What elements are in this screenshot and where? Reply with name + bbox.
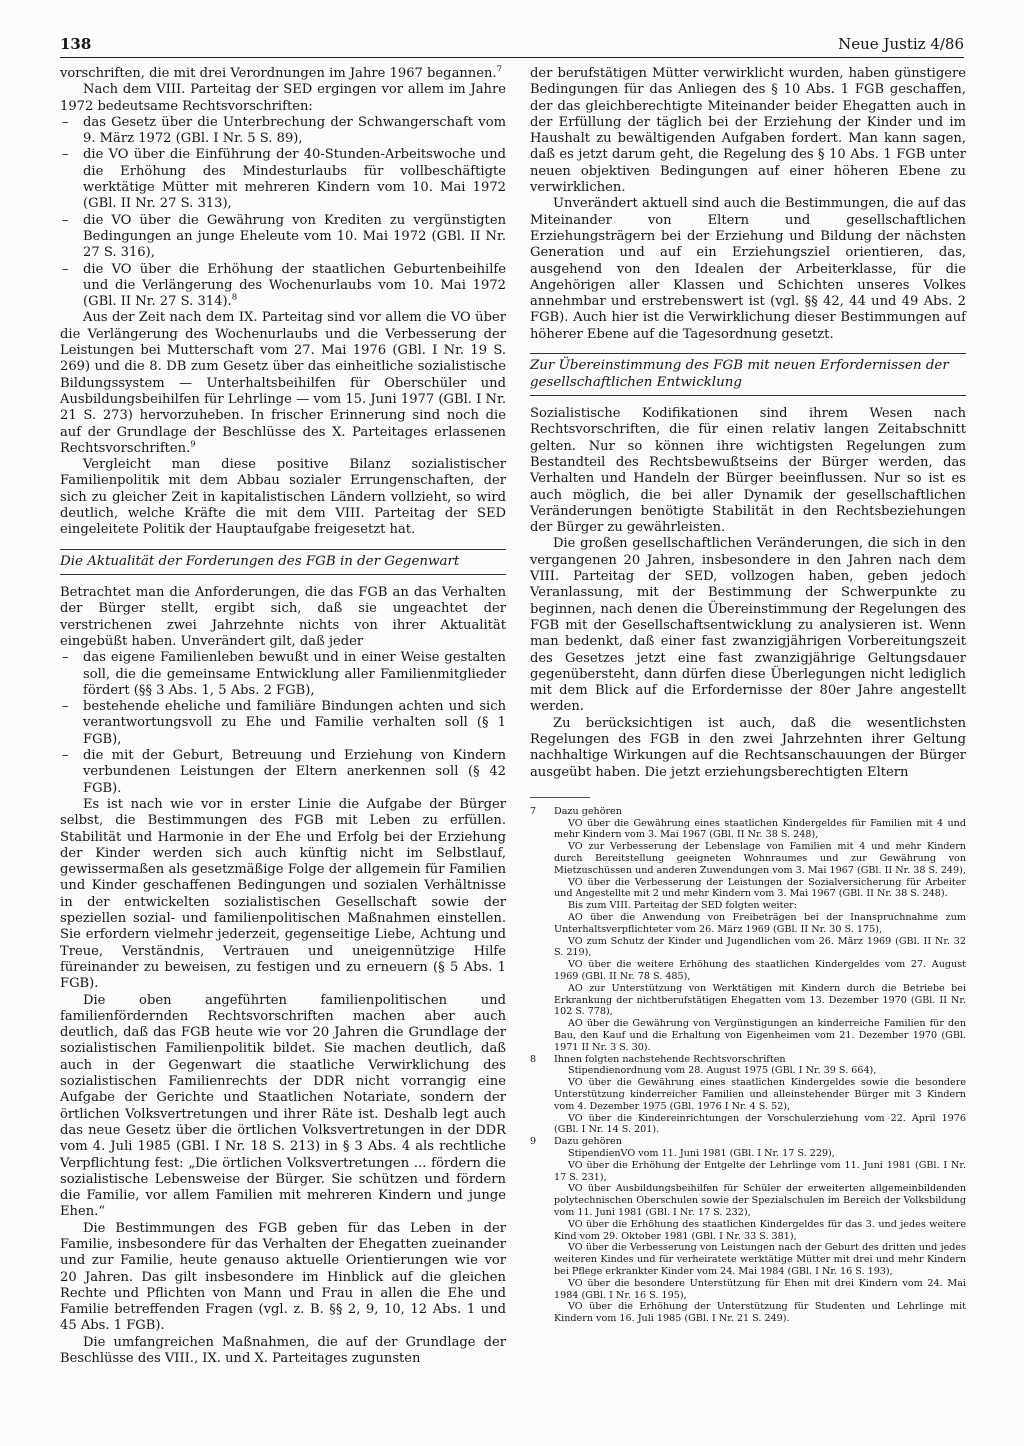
page-number: 138 bbox=[60, 35, 92, 53]
footnote-9 bbox=[530, 1136, 966, 1325]
left-column bbox=[60, 66, 506, 1367]
footnote-divider bbox=[530, 797, 590, 798]
footnote-line: VO über Ausbildungsbeihilfen für Schüler der erweiterten allgemeinbildenden polytechnischen Oberschulen sowie der Spezialschulen im Bereich der Volksbildung vom 11. Juni 1981 (GBl. I Nr. 17 S. 232), bbox=[554, 1183, 966, 1218]
footnote-line: VO über die Erhöhung der Unterstützung für Studenten und Lehrlinge mit Kindern vom 16. Juli 1985 (GBl. I Nr. 21 S. 249). bbox=[554, 1301, 966, 1325]
footnote-line: VO über die Verbesserung der Leistungen der Sozialversicherung für Arbeiter und Angestellte mit 2 und mehr Kindern vom 3. Mai 1967 (GBl. II Nr. 38 S. 248). bbox=[554, 876, 966, 900]
paragraph: Unverändert aktuell sind auch die Bestimmungen, die auf das Miteinander von Eltern und gesellschaftlichen Erziehungsträgern bei der Erziehung und Bildung der nächsten Generation und auf ein Erziehungsziel orientieren, das, ausgehend von den Idealen der Arbeiterklasse, für die Angehörigen aller Klassen und Schichten unseres Volkes annehmbar und erstrebenswert ist (vgl. §§ 42, 44 und 49 Abs. 2 FGB). Auch hier ist die Verwirklichung dieser Bestimmungen auf höherer Ebene auf die Tagesordnung gesetzt. bbox=[530, 196, 966, 342]
footnote-line: Dazu gehören bbox=[554, 1136, 622, 1148]
footnote-line: Ihnen folgten nachstehende Rechtsvorschriften bbox=[554, 1053, 786, 1065]
list-item: – das eigene Familienleben bewußt und in einer Weise gestalten soll, die die gemeinsame Entwicklung aller Familienmitglieder fördert (§§ 3 Abs. 1, 5 Abs. 2 FGB), bbox=[60, 650, 506, 699]
footnote-8 bbox=[530, 1054, 966, 1137]
footnotes bbox=[530, 806, 966, 1325]
section-heading: Zur Übereinstimmung des FGB mit neuen Erfordernissen der gesellschaftlichen Entwicklung bbox=[530, 353, 966, 396]
paragraph-text: vorschriften, die mit drei Verordnungen im Jahre 1967 begannen. bbox=[60, 66, 497, 81]
footnote-7 bbox=[530, 806, 966, 1054]
list-item: – die VO über die Gewährung von Krediten zu vergünstigten Bedingungen an junge Eheleute vom 10. Mai 1972 (GBl. II Nr. 27 S. 316), bbox=[60, 213, 506, 262]
footnote-line: VO über die Gewährung eines staatlichen Kindergeldes sowie die besondere Unterstützung kinderreicher Familien und alleinstehender Bürger mit 3 Kindern vom 4. Dezember 1975 (GBl. 1976 I Nr. 4 S. 52), bbox=[554, 1077, 966, 1112]
footnote-ref: 9 bbox=[190, 439, 196, 450]
paragraph: Vergleicht man diese positive Bilanz sozialistischer Familienpolitik mit dem Abbau sozialer Errungenschaften, der sich zu gleicher Zeit in kapitalistischen Ländern vollzieht, so wird deutlich, welche Kräfte die mit dem VIII. Parteitag der SED eingeleitete Politik der Hauptaufgabe freigesetzt hat. bbox=[60, 457, 506, 538]
footnote-line: VO über die Erhöhung des staatlichen Kindergeldes für das 3. und jedes weitere Kind vom 29. Oktober 1981 (GBl. I Nr. 33 S. 381), bbox=[554, 1218, 966, 1242]
footnote-line: VO zur Verbesserung der Lebenslage von Familien mit 4 und mehr Kindern durch Bereitstellung geeigneten Wohnraumes und zur Gewährung von Mietzuschüssen und anderen Zuwendungen vom 3. Mai 1967 (GBl. II Nr. 38 S. 249), bbox=[554, 841, 966, 876]
obligations-list bbox=[60, 650, 506, 797]
section-heading: Die Aktualität der Forderungen des FGB in der Gegenwart bbox=[60, 549, 506, 576]
paragraph: Die umfangreichen Maßnahmen, die auf der Grundlage der Beschlüsse des VIII., IX. und X. Parteitages zugunsten bbox=[60, 1334, 506, 1367]
footnote-number: 8 bbox=[530, 1053, 537, 1065]
footnote-ref: 8 bbox=[231, 292, 238, 303]
footnote-line: VO über die weitere Erhöhung des staatlichen Kindergeldes vom 27. August 1969 (GBl. II Nr. 78 S. 485), bbox=[554, 959, 966, 983]
paragraph: Die Bestimmungen des FGB geben für das Leben in der Familie, insbesondere für das Verhalten der Ehegatten zueinander und zur Familie, heute genauso aktuelle Orientierungen wie vor 20 Jahren. Das gilt insbesondere im Hinblick auf die gleichen Rechte und Pflichten von Mann und Frau in allen die Ehe und Familie betreffenden Fragen (vgl. z. B. §§ 2, 9, 10, 12 Abs. 1 und 45 Abs. 1 FGB). bbox=[60, 1220, 506, 1334]
footnote-line: Stipendienordnung vom 28. August 1975 (GBl. I Nr. 39 S. 664), bbox=[568, 1065, 877, 1077]
footnote-line: StipendienVO vom 11. Juni 1981 (GBl. I Nr. 17 S. 229), bbox=[568, 1147, 835, 1159]
footnote-line: VO über die Kindereinrichtungen der Vorschulerziehung vom 22. April 1976 (GBl. I Nr. 14 S. 201). bbox=[554, 1112, 966, 1136]
list-item: – bestehende eheliche und familiäre Bindungen achten und sich verantwortungsvoll zu Ehe und Familie verhalten soll (§ 1 FGB), bbox=[60, 699, 506, 748]
footnote-ref: 7 bbox=[496, 64, 503, 75]
list-item-text: die VO über die Erhöhung der staatlichen Geburtenbeihilfe und die Verlängerung des Wochenurlaubs vom 10. Mai 1972 (GBl. II Nr. 27 S. 314). bbox=[83, 261, 506, 310]
footnote-number: 7 bbox=[530, 805, 537, 817]
page-header bbox=[60, 35, 964, 58]
paragraph-text: Aus der Zeit nach dem IX. Parteitag sind vor allem die VO über die Verlängerung des Wochenurlaubs und die Verbesserung der Leistungen bei Mutterschaft vom 27. Mai 1976 (GBl. I Nr. 19 S. 269) und die 8. DB zum Gesetz über das einheitliche sozialistische Bildungssystem — Unterhaltsbeihilfen für Oberschüler und Ausbildungsbeihilfen für Lehrlinge — vom 15. Juni 1977 (GBl. I Nr. 21 S. 273) hervorzuheben. In frischer Erinnerung sind noch die auf der Grundlage der Beschlüsse des X. Parteitages erlassenen Rechtsvorschriften. bbox=[60, 310, 506, 456]
paragraph: Es ist nach wie vor in erster Linie die Aufgabe der Bürger selbst, die Bestimmungen des FGB mit Leben zu erfüllen. Stabilität und Harmonie in der Ehe und Erfolg bei der Erziehung der Kinder werden sich auch künftig nicht im Selbstlauf, gewissermaßen als gesetzmäßige Folge der allgemein für Familien und Kinder geschaffenen Bedingungen und sozialen Verhältnisse in der entwickelten sozialistischen Gesellschaft sowie der speziellen sozial- und familienpolitischen Maßnahmen einstellen. Sie erfordern vielmehr jederzeit, gegenseitige Liebe, Achtung und Treue, Verständnis, Vertrauen und uneigennützige Hilfe füreinander zu beweisen, zu festigen und zu erneuern (§ 5 Abs. 1 FGB). bbox=[60, 796, 506, 992]
list-item: – das Gesetz über die Unterbrechung der Schwangerschaft vom 9. März 1972 (GBl. I Nr. 5 S. 89), bbox=[60, 115, 506, 148]
footnote-line: Dazu gehören bbox=[554, 805, 622, 817]
footnote-line: Bis zum VIII. Parteitag der SED folgten weiter: bbox=[568, 900, 797, 912]
journal-issue: Neue Justiz 4/86 bbox=[838, 35, 964, 53]
paragraph: Die großen gesellschaftlichen Veränderungen, die sich in den vergangenen 20 Jahren, insbesondere in den Jahren nach dem VIII. Parteitag der SED, vollzogen haben, geben jedoch Veranlassung, mit der Bestimmung der Schwerpunkte zu beginnen, nach denen die Übereinstimmung der Regelungen des FGB mit der Gesellschaftsentwicklung zu analysieren ist. Wenn man bedenkt, daß einer fast zwanzigjährigen Vorbereitungszeit des Gesetzes jetzt eine fast zwanzigjährige Geltungsdauer gegenübersteht, dann dürfen diese Überlegungen nicht lediglich mit dem Blick auf die Erfordernisse der 80er Jahre angestellt werden. bbox=[530, 536, 966, 715]
paragraph: Zu berücksichtigen ist auch, daß die wesentlichsten Regelungen des FGB in den zwei Jahrzehnten ihrer Geltung nachhaltige Wirkungen auf die Rechtsanschauungen der Bürger ausgeübt haben. Die jetzt erziehungsberechtigten Eltern bbox=[530, 715, 966, 780]
right-column bbox=[530, 66, 966, 1325]
footnote-line: AO zur Unterstützung von Werktätigen mit Kindern durch die Betriebe bei Erkrankung der nichtberufstätigen Ehegatten vom 13. Dezember 1970 (GBl. II Nr. 102 S. 778), bbox=[554, 982, 966, 1018]
paragraph: der berufstätigen Mütter verwirklicht wurden, haben günstigere Bedingungen für das Anliegen des § 10 Abs. 1 FGB geschaffen, der das gleichberechtigte Miteinander beider Ehegatten auch in der Erfüllung der täglich bei der Erziehung der Kinder und im Haushalt zu bewältigenden Aufgaben fordert. Man kann sagen, daß es jetzt darum geht, die Regelung des § 10 Abs. 1 FGB unter neuen objektiven Bedingungen auf einer höheren Ebene zu verwirklichen. bbox=[530, 66, 966, 196]
paragraph: Nach dem VIII. Parteitag der SED ergingen vor allem im Jahre 1972 bedeutsame Rechtsvorschriften: bbox=[60, 82, 506, 114]
list-item bbox=[60, 262, 506, 311]
footnote-line: AO über die Gewährung von Vergünstigungen an kinderreiche Familien für den Bau, den Kauf und die Erhaltung von Eigenheimen vom 21. Dezember 1970 (GBl. 1971 II Nr. 3 S. 30). bbox=[554, 1018, 966, 1053]
paragraph bbox=[60, 310, 506, 457]
paragraph bbox=[60, 66, 506, 82]
footnote-line: VO zum Schutz der Kinder und Jugendlichen vom 26. März 1969 (GBl. II Nr. 32 S. 219), bbox=[554, 935, 966, 959]
paragraph: Betrachtet man die Anforderungen, die das FGB an das Verhalten der Bürger stellt, ergibt sich, daß sie ungeachtet der verstrichenen zwei Jahrzehnte nichts von ihrer Aktualität eingebüßt haben. Unverändert gilt, daß jeder bbox=[60, 585, 506, 649]
legislation-list bbox=[60, 115, 506, 311]
footnote-line: VO über die besondere Unterstützung für Ehen mit drei Kindern vom 24. Mai 1984 (GBl. I Nr. 16 S. 195), bbox=[554, 1277, 966, 1301]
footnote-line: VO über die Verbesserung von Leistungen nach der Geburt des dritten und jedes weiteren Kindes und für verheiratete werktätige Mütter mit drei und mehr Kindern bei Pflege erkrankter Kinder vom 24. Mai 1984 (GBl. I Nr. 16 S. 193), bbox=[554, 1242, 966, 1277]
footnote-number: 9 bbox=[530, 1136, 537, 1148]
paragraph: Die oben angeführten familienpolitischen und familienfördernden Rechtsvorschriften machen aber auch deutlich, daß das FGB heute wie vor 20 Jahren die Grundlage der sozialistischen Familienpolitik bildet. Sie machen deutlich, daß auch in der Gegenwart die staatliche Verwirklichung des sozialistischen Familienrechts der DDR nicht vorrangig eine Aufgabe der Gerichte und Staatlichen Notariate, sondern der örtlichen Volksvertretungen und ihrer Räte ist. Deshalb legt auch das neue Gesetz über die örtlichen Volksvertretungen in der DDR vom 4. Juli 1985 (GBl. I Nr. 18 S. 213) in § 3 Abs. 4 als rechtliche Verpflichtung fest: „Die örtlichen Volksvertretungen ... fördern die sozialistische Lebensweise der Bürger. Sie schützen und fördern die Familie, vor allem Familien mit mehreren Kindern und junge Ehen.“ bbox=[60, 992, 506, 1220]
list-item: – die mit der Geburt, Betreuung und Erziehung von Kindern verbundenen Leistungen der Eltern anerkennen soll (§ 42 FGB). bbox=[60, 748, 506, 797]
list-item: – die VO über die Einführung der 40-Stunden-Arbeitswoche und die Erhöhung des Mindesturlaubs für vollbeschäftigte werktätige Mütter mit mehreren Kindern vom 10. Mai 1972 (GBl. II Nr. 27 S. 313), bbox=[60, 147, 506, 212]
footnote-line: VO über die Erhöhung der Entgelte der Lehrlinge vom 11. Juni 1981 (GBl. I Nr. 17 S. 231), bbox=[554, 1159, 966, 1183]
footnote-line: VO über die Gewährung eines staatlichen Kindergeldes für Familien mit 4 und mehr Kindern vom 3. Mai 1967 (GBl. II Nr. 38 S. 248), bbox=[554, 817, 966, 841]
footnote-line: AO über die Anwendung von Freibeträgen bei der Inanspruchnahme zum Unterhaltsverpflichteter vom 26. März 1969 (GBl. II Nr. 30 S. 175), bbox=[554, 912, 966, 935]
paragraph: Sozialistische Kodifikationen sind ihrem Wesen nach Rechtsvorschriften, die für einen relativ langen Zeitabschnitt gelten. Nur so können ihre wichtigsten Regelungen zum Bestandteil des Rechtsbewußtseins der Bürger werden, das Verhalten und Handeln der Bürger beeinflussen. Nur so ist es auch möglich, die bei aller Dynamik der gesellschaftlichen Veränderungen benötigte Stabilität in den Rechtsbeziehungen der Bürger zu gewährleisten. bbox=[530, 406, 966, 536]
